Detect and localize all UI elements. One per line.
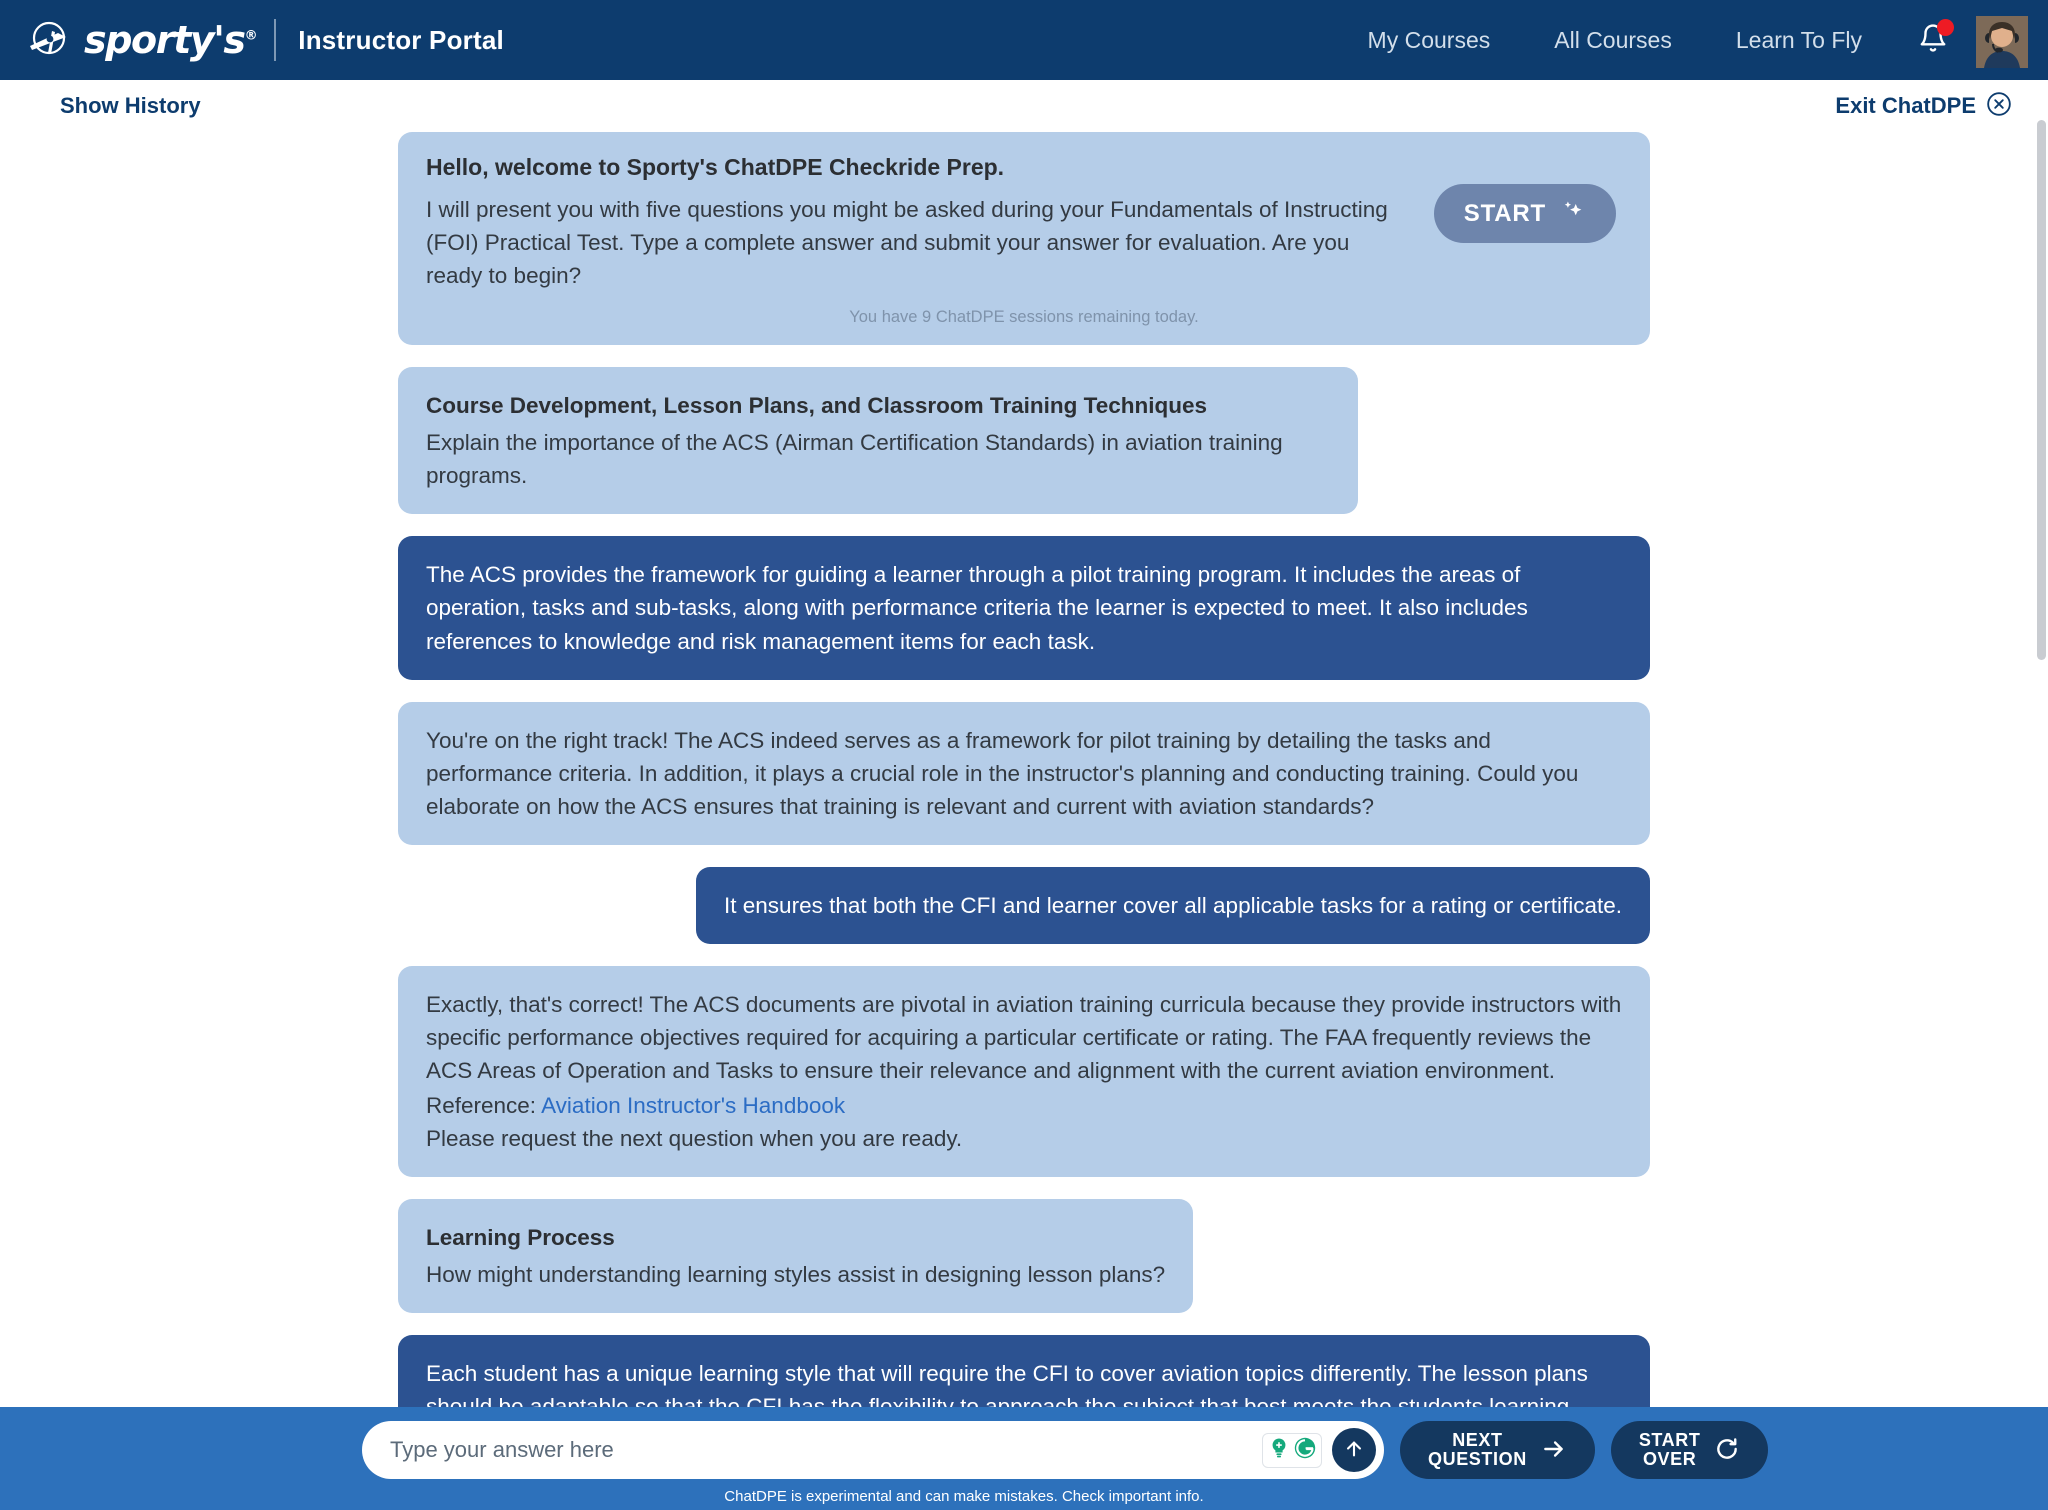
start-button[interactable] [1434, 184, 1616, 243]
next-question-line2: QUESTION [1428, 1449, 1527, 1469]
welcome-heading: Hello, welcome to Sporty's ChatDPE Checkride Prep. [426, 154, 1005, 180]
primary-navigation [1336, 14, 2026, 66]
welcome-message-card [398, 132, 1650, 345]
reference-line [426, 1089, 1622, 1122]
nav-all-courses[interactable]: All Courses [1554, 26, 1672, 53]
brand-wordmark: sporty's® [84, 18, 257, 62]
bell-icon [1918, 40, 1948, 57]
user-answer-text: It ensures that both the CFI and learner cover all applicable tasks for a rating or certificate. [724, 892, 1622, 918]
message-row [398, 536, 1650, 679]
message-row [398, 966, 1650, 1177]
notification-badge-dot [1937, 19, 1954, 36]
user-answer-bubble [398, 536, 1650, 679]
message-row [398, 702, 1650, 845]
chat-message-list [398, 132, 1650, 1510]
show-history-button[interactable]: Show History [60, 93, 201, 118]
composer-bar [0, 1407, 2048, 1510]
close-circle-icon [1986, 91, 2012, 122]
question-topic-title: Learning Process [426, 1225, 615, 1251]
refresh-icon [1714, 1436, 1740, 1465]
chat-scrollbar[interactable] [2036, 120, 2046, 1400]
assistant-feedback-text: Exactly, that's correct! The ACS documents are pivotal in aviation training curricula because they provide instructors with specific performance objectives required for acquiring a particular certificate or rating. The FAA frequently reviews the ACS Areas of Operation and Tasks to ensure their relevance and alignment with the current aviation environment. [426, 991, 1622, 1083]
message-row [398, 1199, 1650, 1313]
answer-input-shell[interactable] [362, 1421, 1384, 1479]
reference-link[interactable]: Aviation Instructor's Handbook [541, 1093, 846, 1118]
lightbulb-icon[interactable] [1267, 1436, 1291, 1465]
assistant-question-bubble [398, 1199, 1193, 1313]
welcome-body: I will present you with five questions you might be asked during your Fundamentals of Instructing (FOI) Practical Test. Type a complete answer and submit your answer for evaluation. Are you ready to begin? [426, 197, 1388, 289]
nav-learn-to-fly[interactable]: Learn To Fly [1735, 26, 1862, 53]
arrow-up-icon [1343, 1438, 1365, 1463]
top-navigation-bar [0, 0, 2048, 80]
arrow-right-icon [1541, 1436, 1567, 1465]
brand-divider [274, 19, 276, 61]
chat-subheader [0, 80, 2048, 132]
question-topic-title: Course Development, Lesson Plans, and Classroom Training Techniques [426, 393, 1208, 419]
start-button-label: START [1463, 199, 1546, 227]
assistant-question-bubble [398, 367, 1358, 514]
portal-title: Instructor Portal [298, 24, 504, 55]
chat-scrollbar-thumb[interactable] [2037, 120, 2046, 660]
answer-input[interactable] [390, 1437, 1262, 1463]
notifications-button[interactable] [1894, 23, 1962, 58]
assistant-feedback-bubble [398, 702, 1650, 845]
grammarly-icon[interactable] [1293, 1436, 1317, 1465]
chat-scroll-area[interactable] [0, 132, 2048, 1407]
user-answer-bubble [696, 867, 1650, 944]
question-text: How might understanding learning styles assist in designing lesson plans? [426, 1262, 1166, 1288]
start-over-label [1639, 1431, 1701, 1469]
avatar[interactable] [1974, 14, 2026, 66]
disclaimer-text: ChatDPE is experimental and can make mistakes. Check important info. [724, 1488, 1204, 1505]
send-answer-button[interactable] [1332, 1428, 1376, 1472]
user-answer-text: The ACS provides the framework for guiding a learner through a pilot training program. It includes the areas of operation, tasks and sub-tasks, along with performance criteria the learner is expected to meet. It also includes references to knowledge and risk management items for each task. [426, 562, 1528, 654]
user-answer-text: Each student has a unique learning style that will require the CFI to cover aviation topics differently. The lesson plans [426, 1361, 1588, 1387]
start-over-line1: START [1638, 1430, 1701, 1451]
session-counter: You have 9 ChatDPE sessions remaining today. [849, 308, 1199, 327]
grammarly-widget[interactable] [1262, 1433, 1322, 1468]
start-over-line2: OVER [1642, 1449, 1697, 1469]
question-text: Explain the importance of the ACS (Airman Certification Standards) in aviation training programs. [426, 430, 1283, 489]
next-question-line1: NEXT [1452, 1430, 1503, 1451]
brand-logo[interactable] [28, 19, 256, 61]
exit-chatdpe-button[interactable] [1835, 91, 2012, 122]
nav-my-courses[interactable]: My Courses [1367, 26, 1491, 53]
message-row [398, 867, 1650, 944]
assistant-feedback-text: You're on the right track! The ACS indeed serves as a framework for pilot training by detailing the tasks and performance criteria. In addition, it plays a crucial role in the instructor's planning and conducting training. Could you elaborate on how the ACS ensures that training is relevant and current with aviation standards? [426, 727, 1579, 819]
followup-text: Please request the next question when you are ready. [426, 1126, 963, 1152]
composer-row [0, 1421, 2048, 1479]
start-over-button[interactable] [1611, 1421, 1769, 1479]
sportys-plane-logo-icon [28, 19, 70, 61]
next-question-label [1428, 1431, 1527, 1469]
sparkle-icon [1560, 197, 1586, 230]
reference-label: Reference: [426, 1093, 537, 1118]
next-question-button[interactable] [1400, 1421, 1595, 1479]
message-row [398, 367, 1650, 514]
assistant-feedback-bubble [398, 966, 1650, 1177]
exit-chatdpe-label: Exit ChatDPE [1835, 93, 1976, 118]
welcome-row [398, 132, 1650, 345]
